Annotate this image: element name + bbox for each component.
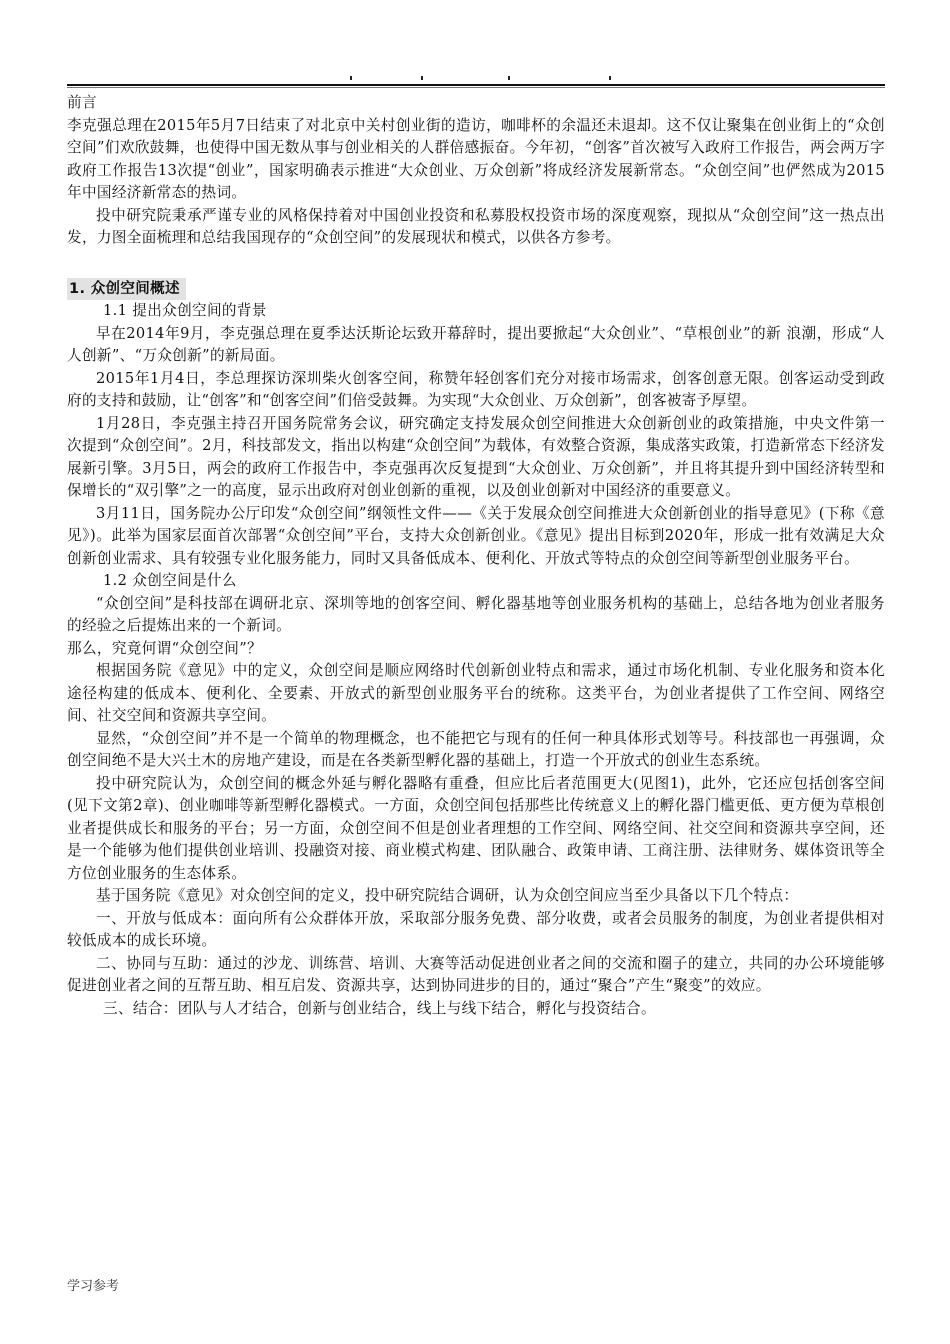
header-dot: [609, 76, 611, 80]
body-paragraph: 早在2014年9月，李克强总理在夏季达沃斯论坛致开幕辞时，提出要掀起“大众创业”、“草根创业”的新 浪潮，形成“人人创新”、“万众创新”的新局面。: [67, 324, 885, 364]
body-paragraph: 投中研究院认为，众创空间的概念外延与孵化器略有重叠，但应比后者范围更大(见图1)，此外，它还应包括创客空间(见下文第2章)、创业咖啡等新型孵化器模式。一方面，众创空间包括那些比传统意义上的孵化器门槛更低、更方便为草根创业者提供成长和服务的平台；另一方面，众创空间不但是创业者理想的工作空间、网络空间、社交空间和资源共享空间，还是一个能够为他们提供创业培训、投融资对接、商业模式构建、团队融合、政策申请、工商注册、法律财务、媒体资讯等全方位创业服务的生态体系。: [67, 774, 885, 882]
document-body: [67, 92, 885, 1020]
body-paragraph: 根据国务院《意见》中的定义，众创空间是顺应网络时代创新创业特点和需求，通过市场化机制、专业化服务和资本化途径构建的低成本、便利化、全要素、开放式的新型创业服务平台的统称。这类平台，为创业者提供了工作空间、网络空间、社交空间和资源共享空间。: [67, 662, 885, 724]
header-dot: [508, 76, 510, 80]
body-paragraph: 基于国务院《意见》对众创空间的定义，投中研究院结合调研，认为众创空间应当至少具备以下几个特点：: [96, 887, 799, 904]
page-footer: 学习参考: [67, 1279, 120, 1294]
body-paragraph: 1月28日，李克强主持召开国务院常务会议，研究确定支持发展众创空间推进大众创新创业的政策措施，中央文件第一次提到“众创空间”。2月，科技部发文，指出以构建“众创空间”为载体，有效整合资源，集成落实政策，打造新常态下经济发展新引擎。3月5日，两会的政府工作报告中，李克强再次反复提到“大众创业、万众创新”，并且将其提升到中国经济转型和保增长的“双引擎”之一的高度，显示出政府对创业创新的重视，以及创业创新对中国经济的重要意义。: [67, 414, 885, 499]
question-line: 那么，究竟何谓“众创空间”？: [67, 639, 262, 657]
header-dot: [350, 76, 352, 80]
preface-paragraph: 投中研究院秉承严谨专业的风格保持着对中国创业投资和私募股权投资市场的深度观察，现拟从“众创空间”这一热点出发，力图全面梳理和总结我国现存的“众创空间”的发展现状和模式，以供各方参考。: [67, 206, 885, 246]
feature-item: 二、协同与互助：通过的沙龙、训练营、培训、大赛等活动促进创业者之间的交流和圈子的建立，共同的办公环境能够促进创业者之间的互帮互助、相互启发、资源共享，达到协同进步的目的，通过“聚合”产生“聚变”的效应。: [67, 954, 885, 994]
subsection-heading: 1.2 众创空间是什么: [103, 572, 237, 589]
preface-paragraph: 李克强总理在2015年5月7日结束了对北京中关村创业街的造访，咖啡杯的余温还未退却。这不仅让聚集在创业街上的“众创空间”们欢欣鼓舞，也使得中国无数从事与创业相关的人群倍感振奋。今年初，“创客”首次被写入政府工作报告，两会两万字政府工作报告13次提“创业”，国家明确表示推进“大众创业、万众创新”将成经济发展新常态。“众创空间”也俨然成为2015年中国经济新常态的热词。: [67, 116, 885, 201]
body-paragraph: 显然，“众创空间”并不是一个简单的物理概念，也不能把它与现有的任何一种具体形式划等号。科技部也一再强调，众创空间绝不是大兴土木的房地产建设，而是在各类新型孵化器的基础上，打造一个开放式的创业生态系统。: [67, 729, 885, 769]
feature-item: 三、结合：团队与人才结合，创新与创业结合，线上与线下结合，孵化与投资结合。: [103, 999, 656, 1017]
subsection-heading: 1.1 提出众创空间的背景: [103, 302, 267, 319]
section-heading: 1. 众创空间概述: [67, 278, 186, 301]
feature-item: 一、开放与低成本：面向所有公众群体开放，采取部分服务免费、部分收费，或者会员服务的制度，为创业者提供相对较低成本的成长环境。: [67, 909, 885, 949]
page-header: [67, 74, 885, 90]
header-dot: [421, 76, 423, 80]
header-rule: [67, 84, 885, 86]
body-paragraph: 3月11日，国务院办公厅印发“众创空间”纲领性文件——《关于发展众创空间推进大众创新创业的指导意见》(下称《意见》)。此举为国家层面首次部署“众创空间”平台，支持大众创新创业。《意见》提出目标到2020年，形成一批有效满足大众创新创业需求、具有较强专业化服务能力，同时又具备低成本、便利化、开放式等特点的众创空间等新型创业服务平台。: [67, 504, 885, 567]
header-rule-thin: [67, 87, 885, 88]
body-paragraph: 2015年1月4日，李总理探访深圳柴火创客空间，称赞年轻创客们充分对接市场需求，创客创意无限。创客运动受到政府的支持和鼓励，让“创客”和“创客空间”们倍受鼓舞。为实现“大众创业、万众创新”，创客被寄予厚望。: [67, 369, 885, 409]
body-paragraph: “众创空间”是科技部在调研北京、深圳等地的创客空间、孵化器基地等创业服务机构的基础上，总结各地为创业者服务的经验之后提炼出来的一个新词。: [67, 594, 885, 634]
preface-title: 前言: [67, 94, 97, 111]
